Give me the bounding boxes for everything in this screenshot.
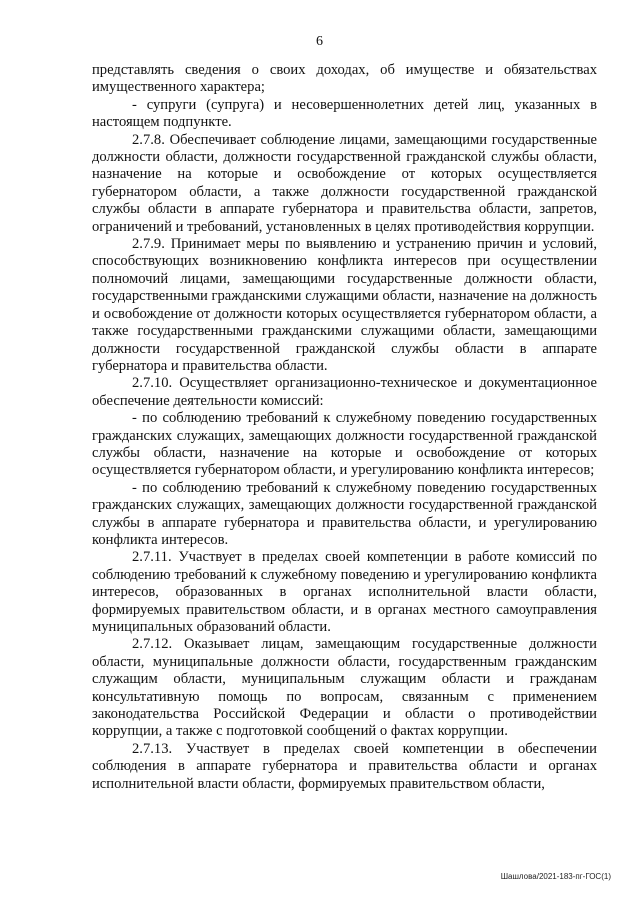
- paragraph-2-7-12: 2.7.12. Оказывает лицам, замещающим государственные должности области, муниципальные должности области, государственным гражданским служащим области, муниципальным служащим области и гражданам консультативную помощь по вопросам, связанным с применением законодательства Российской Федерации и области о противодействии коррупции, а также с подготовкой сообщений о фактах коррупции.: [92, 636, 597, 740]
- paragraph-2-7-13: 2.7.13. Участвует в пределах своей компетенции в обеспечении соблюдения в аппарате губернатора и правительства области и органах исполнительной власти области, формируемых правительством области,: [92, 740, 597, 792]
- document-reference-code: Шашлова/2021-183-пг-ГОС(1): [500, 872, 611, 881]
- paragraph-list-item: - по соблюдению требований к служебному поведению государственных гражданских служащих, замещающих должности государственной гражданской службы области, назначение на которые и освобождение от которых осуществляется губернатором области, и урегулированию конфликта интересов;: [92, 410, 597, 479]
- paragraph-list-item: - по соблюдению требований к служебному поведению государственных гражданских служащих, замещающих должности государственной гражданской службы в аппарате губернатора и правительства области, и урегулированию конфликта интересов.: [92, 479, 597, 548]
- paragraph-2-7-9: 2.7.9. Принимает меры по выявлению и устранению причин и условий, способствующих возникновению конфликта интересов при осуществлении полномочий лицами, замещающими государственные должности области, государственными гражданскими служащими области, назначение на должность и освобождение от должности которых осуществляется губернатором области, а также государственными гражданскими служащими области, замещающими должности государственной гражданской службы области в аппарате губернатора и правительства области.: [92, 236, 597, 374]
- document-body: [92, 62, 597, 793]
- paragraph-continuation: представлять сведения о своих доходах, об имуществе и обязательствах имущественного характера;: [92, 62, 597, 96]
- page-number: 6: [316, 34, 323, 49]
- paragraph-2-7-8: 2.7.8. Обеспечивает соблюдение лицами, замещающими государственные должности области, должности государственной гражданской службы области, назначение на которые и освобождение от которых осуществляется губернатором области, а также должности государственной гражданской службы области в аппарате губернатора и правительства области, запретов, ограничений и требований, установленных в целях противодействия коррупции.: [92, 131, 597, 235]
- paragraph-list-item: - супруги (супруга) и несовершеннолетних детей лиц, указанных в настоящем подпункте.: [92, 96, 597, 131]
- paragraph-2-7-11: 2.7.11. Участвует в пределах своей компетенции в работе комиссий по соблюдению требований к служебному поведению и урегулированию конфликта интересов, образованных в органах исполнительной власти области, формируемых правительством области, и в органах местного самоуправления муниципальных образований области.: [92, 549, 597, 635]
- paragraph-2-7-10: 2.7.10. Осуществляет организационно-техническое и документационное обеспечение деятельности комиссий:: [92, 375, 597, 409]
